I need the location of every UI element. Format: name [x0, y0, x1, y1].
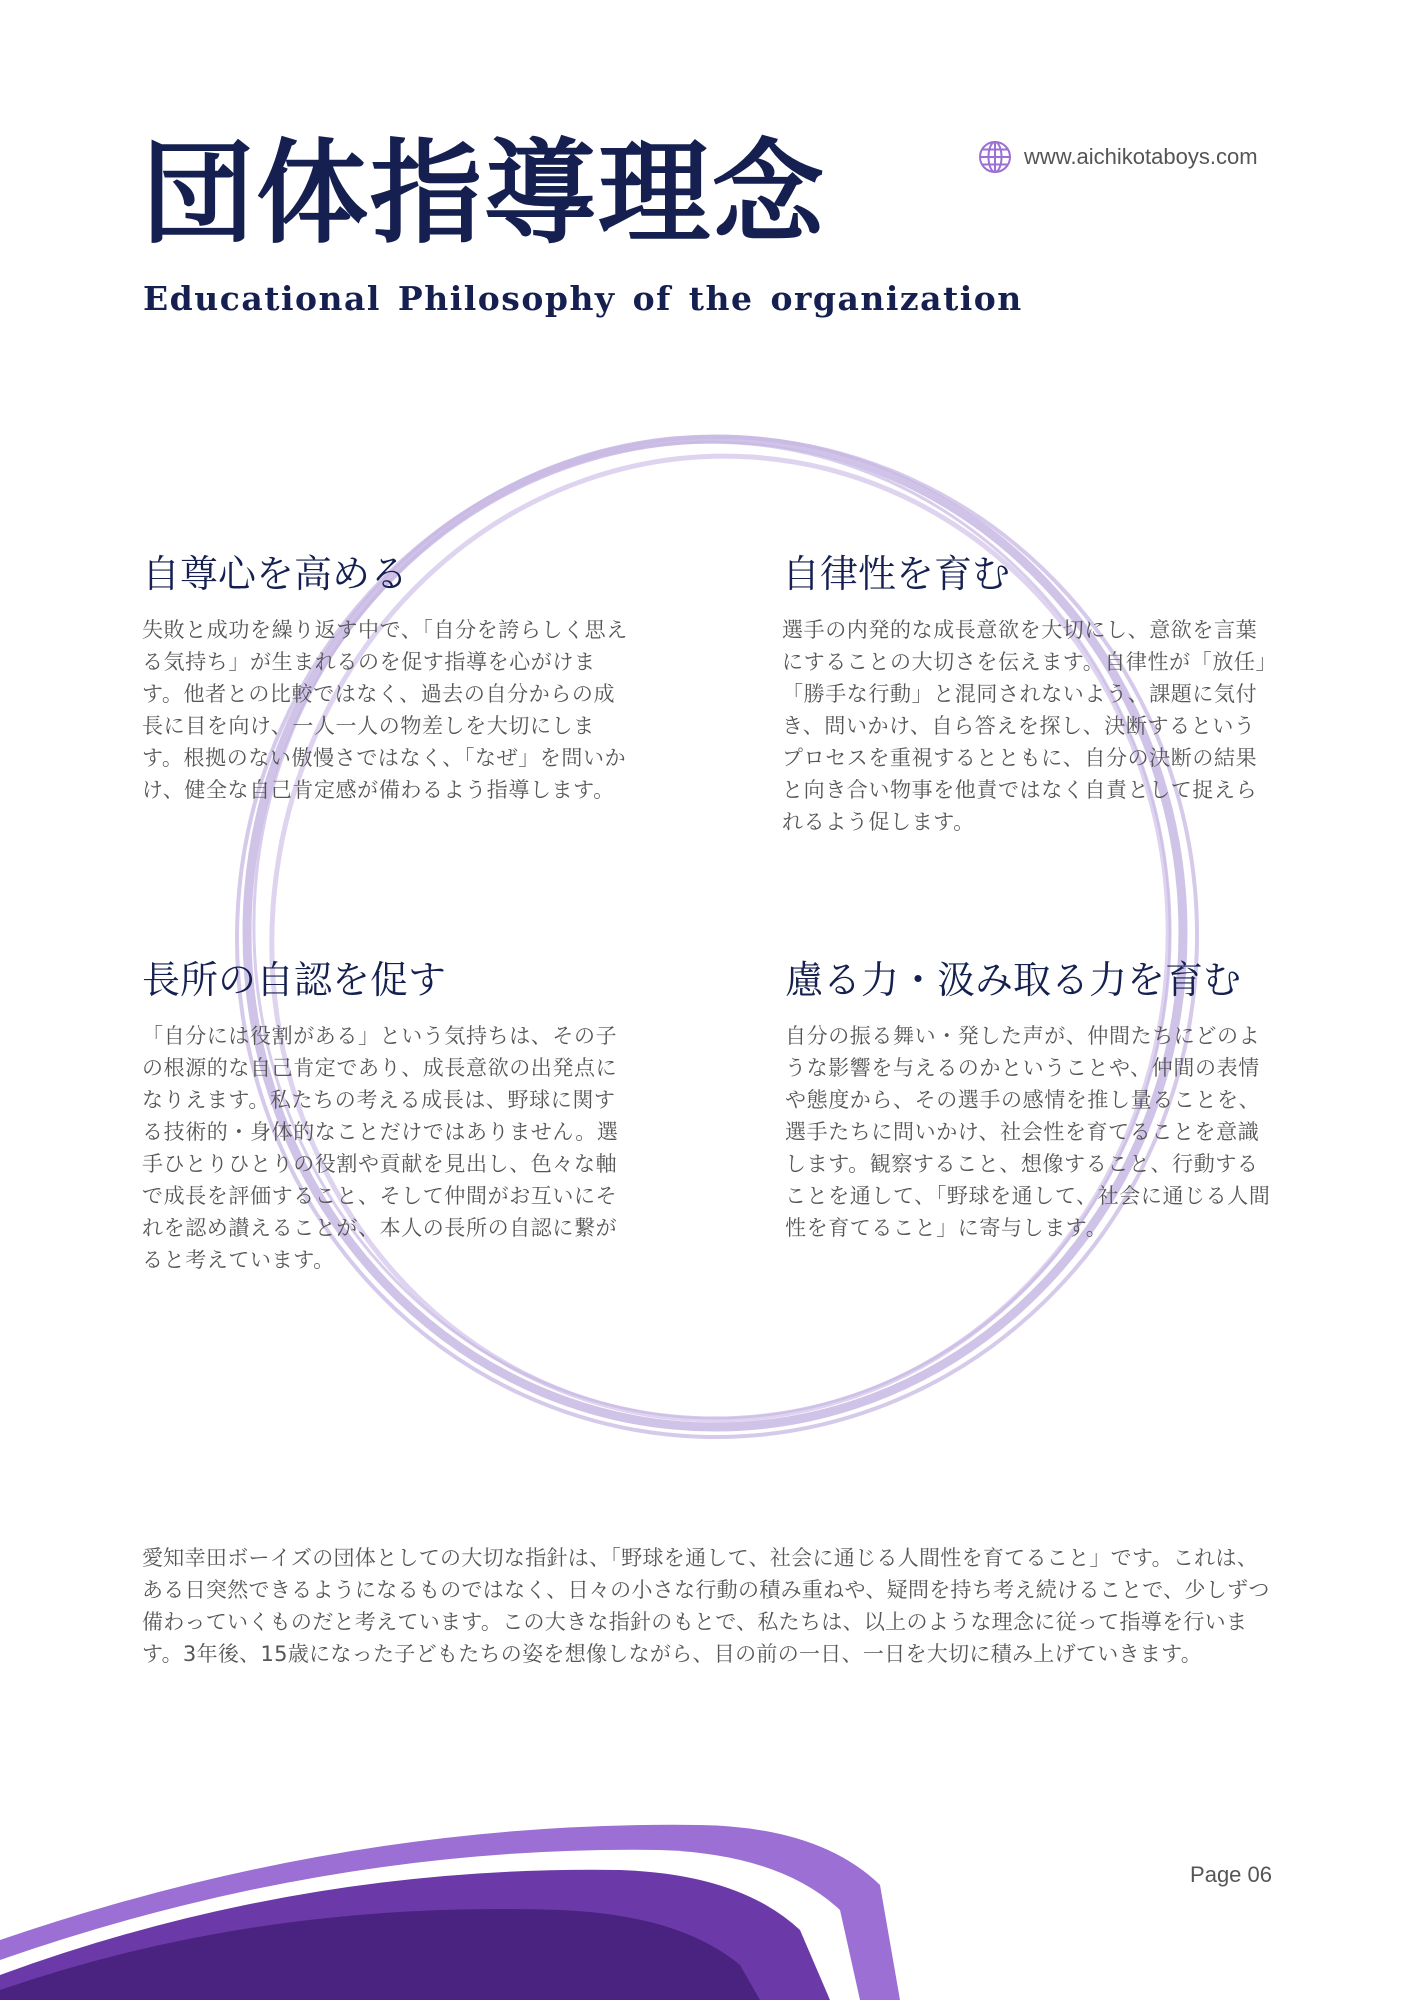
globe-icon: [978, 140, 1012, 174]
website-link[interactable]: [978, 140, 1258, 174]
section-body: 失敗と成功を繰り返す中で、「自分を誇らしく思える気持ち」が生まれるのを促す指導を心がけます。他者との比較ではなく、過去の自分からの成長に目を向け、一人一人の物差しを大切にします。根拠のない傲慢さではなく、「なぜ」を問いかけ、健全な自己肯定感が備わるよう指導します。: [142, 617, 628, 802]
footer-wave-decoration: [0, 1790, 1414, 2000]
section-self-esteem: [142, 552, 632, 806]
section-heading: 自律性を育む: [782, 552, 1011, 596]
page-title: 団体指導理念: [142, 128, 826, 259]
website-url: www.aichikotaboys.com: [1024, 144, 1258, 169]
section-strengths: [142, 958, 632, 1276]
section-body: 自分の振る舞い・発した声が、仲間たちにどのような影響を与えるのかということや、仲間の表情や態度から、その選手の感情を推し量ることを、選手たちに問いかけ、社会性を育てることを意識します。観察すること、想像すること、行動することを通して、「野球を通して、社会に通じる人間性を育てること」に寄与します。: [785, 1023, 1271, 1240]
section-body: 「自分には役割がある」という気持ちは、その子の根源的な自己肯定であり、成長意欲の出発点になりえます。私たちの考える成長は、野球に関する技術的・身体的なことだけではありません。選手ひとりひとりの役割や貢献を見出し、色々な軸で成長を評価すること、そして仲間がお互いにそれを認め讃えることが、本人の長所の自認に繋がると考えています。: [142, 1023, 619, 1272]
section-heading: 長所の自認を促す: [142, 958, 447, 1002]
section-body: 選手の内発的な成長意欲を大切にし、意欲を言葉にすることの大切さを伝えます。自律性が「放任」「勝手な行動」と混同されないよう、課題に気付き、問いかけ、自ら答えを探し、決断するというプロセスを重視するとともに、自分の決断の結果と向き合い物事を他責ではなく自責として捉えられるよう促します。: [782, 617, 1267, 834]
page-number: Page 06: [1190, 1862, 1272, 1887]
section-heading: 自尊心を高める: [142, 552, 409, 596]
section-autonomy: [782, 552, 1272, 838]
section-heading: 慮る力・汲み取る力を育む: [785, 958, 1242, 1002]
summary-paragraph: 愛知幸田ボーイズの団体としての大切な指針は、「野球を通して、社会に通じる人間性を育てること」です。これは、ある日突然できるようになるものではなく、日々の小さな行動の積み重ねや、疑問を持ち考え続けることで、少しずつ備わっていくものだと考えています。この大きな指針のもとで、私たちは、以上のような理念に従って指導を行います。3年後、15歳になった子どもたちの姿を想像しながら、目の前の一日、一日を大切に積み上げていきます。: [142, 1546, 1270, 1666]
section-empathy: [785, 958, 1275, 1244]
page-subtitle: Educational Philosophy of the organization: [143, 279, 1023, 318]
